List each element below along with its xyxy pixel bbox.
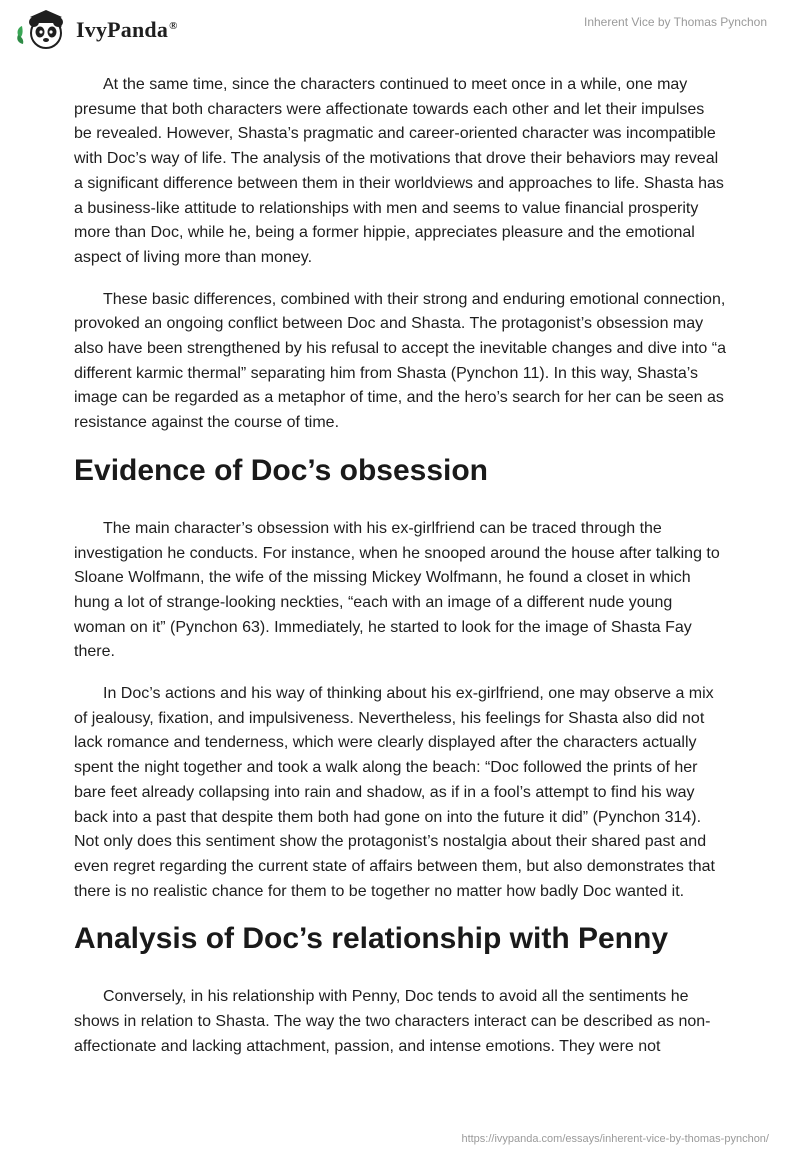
page-header bbox=[0, 0, 800, 60]
paragraph: Conversely, in his relationship with Penny, Doc tends to avoid all the sentiments he shows in relation to Shasta. The way the two characters interact can be described as non-affectionate and lacking attachment, passion, and intense emotions. They were not bbox=[74, 988, 711, 1055]
brand-name: IvyPanda® bbox=[76, 17, 178, 42]
section-heading: Evidence of Doc’s obsession bbox=[74, 453, 489, 487]
paragraph: In Doc’s actions and his way of thinking about his ex-girlfriend, one may observe a mix of jealousy, fixation, and impulsiveness. Nevertheless, his feelings for Shasta also did not lack romance and tenderness, which were clearly displayed after the characters actually spent the night together and took a walk along the beach: “Doc followed the prints of her bare feet already collapsing into rain and shadow, as if in a fool’s attempt to find his way back into a past that despite them both had gone on into the future it did” (Pynchon 314). Not only does this sentiment show the protagonist’s nostalgia about their shared past and even regret regarding the current state of affairs between them, but also demonstrates that there is no realistic chance for them to be together no matter how badly Doc wanted it. bbox=[74, 685, 715, 900]
paragraph: These basic differences, combined with their strong and enduring emotional connection, provoked an ongoing conflict between Doc and Shasta. The protagonist’s obsession may also have been strengthened by his refusal to accept the inevitable changes and dive into “a different karmic thermal” separating him from Shasta (Pynchon 11). In this way, Shasta’s image can be regarded as a metaphor of time, and the hero’s search for her can be seen as resistance against the course of time. bbox=[74, 290, 726, 432]
section-heading: Analysis of Doc’s relationship with Penny bbox=[74, 922, 669, 956]
paragraph: The main character’s obsession with his ex-girlfriend can be traced through the investigation he conducts. For instance, when he snooped around the house after talking to Sloane Wolfmann, the wife of the missing Mickey Wolfmann, he found a closet in which hung a lot of strange-looking neckties, “each with an image of a different nude young woman on it” (Pynchon 63). Immediately, he started to look for the image of Shasta Fay there. bbox=[74, 519, 720, 661]
essay-body bbox=[74, 73, 726, 1077]
paragraph: At the same time, since the characters continued to meet once in a while, one may presume that both characters were affectionate towards each other and let their impulses be revealed. However, Shasta’s pragmatic and career-oriented character was incompatible with Doc’s way of life. The analysis of the motivations that drove their behaviors may reveal a significant difference between them in their worldviews and approaches to life. Shasta has a business-like attitude to relationships with men and seems to value financial prosperity more than Doc, while he, being a former hippie, appreciates pleasure and the emotional aspect of living more than money. bbox=[74, 76, 724, 266]
ivypanda-logo[interactable] bbox=[14, 8, 178, 52]
document-title: Inherent Vice by Thomas Pynchon bbox=[584, 15, 767, 29]
source-url[interactable]: https://ivypanda.com/essays/inherent-vice-by-thomas-pynchon/ bbox=[461, 1133, 769, 1145]
panda-graduate-icon bbox=[14, 8, 70, 52]
